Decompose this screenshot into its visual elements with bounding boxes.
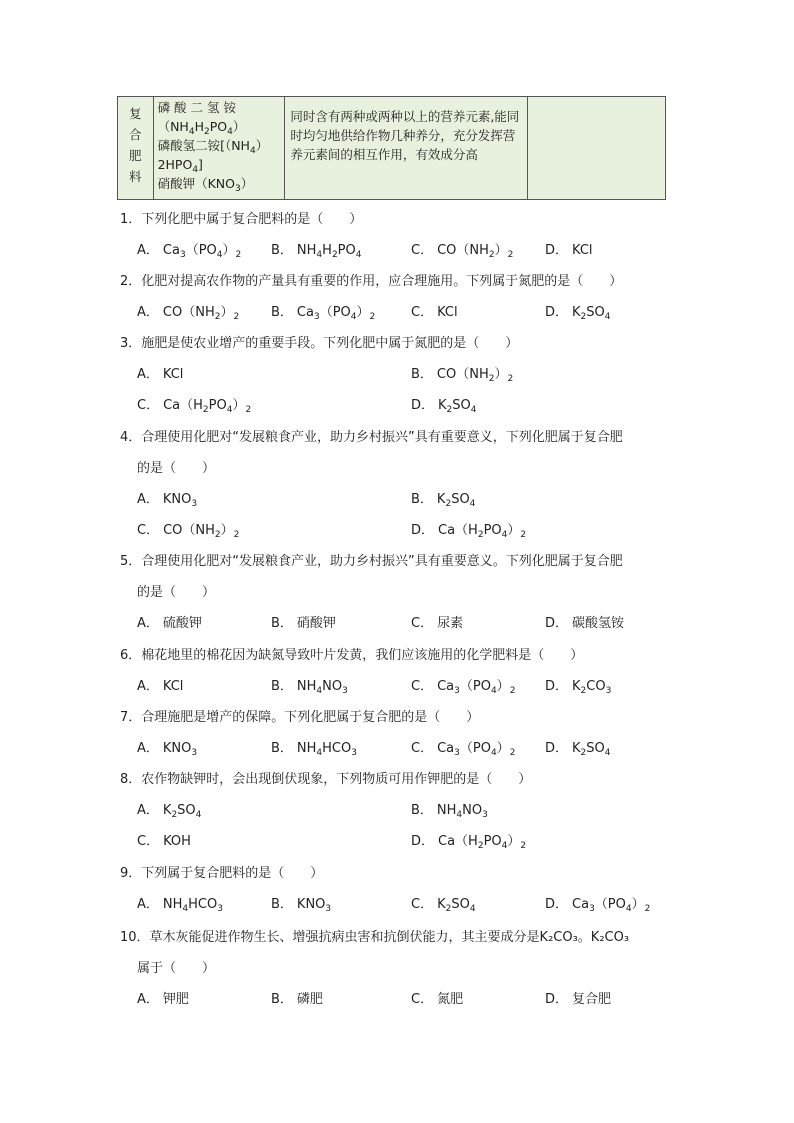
option-a[interactable]	[137, 365, 183, 385]
option-letter: A．	[137, 492, 159, 507]
option-letter: A．	[137, 803, 159, 818]
option-text: NO	[322, 679, 343, 694]
option-letter: C．	[411, 897, 434, 912]
option-letter: A．	[137, 741, 159, 756]
option-text: ）	[222, 243, 236, 258]
option-text: ）	[232, 398, 246, 413]
option-text: NO	[462, 803, 483, 818]
examples-cell	[153, 97, 285, 200]
example-line	[158, 136, 282, 155]
remark-cell	[527, 97, 666, 200]
option-subscript: 4	[456, 810, 463, 820]
example-text: ）	[232, 119, 246, 134]
question-stem-7: 7．合理施肥是增产的保障。下列化肥属于复合肥的是（ ）	[120, 710, 480, 725]
option-subscript: 2	[509, 748, 516, 758]
option-subscript: 2	[580, 312, 587, 322]
example-text: 硝酸钾（KNO	[157, 176, 235, 191]
option-a[interactable]	[137, 739, 197, 759]
option-subscript: 4	[316, 250, 323, 260]
option-subscript: 4	[490, 748, 497, 758]
option-a[interactable]	[137, 677, 183, 697]
option-subscript: 2	[507, 374, 514, 384]
option-text: K	[572, 679, 581, 694]
option-subscript: 2	[171, 810, 178, 820]
option-text: ）	[220, 305, 234, 320]
example-line	[158, 174, 282, 193]
option-text: NH	[296, 243, 317, 258]
question-stem-5: 5．合理使用化肥对“发展粮食产业，助力乡村振兴”具有重要意义。下列化肥属于复合肥	[120, 554, 623, 569]
option-text: 碳酸氢铵	[572, 616, 625, 631]
option-text: ）	[356, 305, 370, 320]
option-subscript: 4	[350, 312, 357, 322]
option-letter: C．	[137, 834, 160, 849]
option-letter: D．	[545, 616, 569, 631]
option-text: K	[436, 492, 446, 507]
fertilizer-table	[117, 96, 666, 200]
option-letter: D．	[545, 992, 569, 1007]
option-letter: D．	[545, 897, 569, 912]
question-stem-4: 4．合理使用化肥对“发展粮食产业，助力乡村振兴”具有重要意义，下列化肥属于复合肥	[120, 430, 623, 445]
option-subscript: 2	[580, 748, 587, 758]
example-text: ]	[198, 157, 203, 172]
option-c[interactable]	[137, 396, 251, 416]
option-text: KNO	[162, 492, 192, 507]
option-subscript: 4	[316, 748, 323, 758]
option-text: KCl	[437, 305, 458, 320]
option-a[interactable]	[137, 241, 241, 261]
option-b[interactable]	[411, 365, 513, 385]
option-letter: D．	[545, 305, 569, 320]
example-text: PO	[209, 119, 228, 134]
option-text: 复合肥	[572, 992, 612, 1007]
example-subscript: 4	[227, 127, 233, 137]
option-letter: C．	[137, 398, 160, 413]
option-text: NH	[296, 679, 317, 694]
option-letter: D．	[545, 741, 569, 756]
option-subscript: 3	[342, 686, 348, 696]
option-subscript: 2	[202, 405, 209, 415]
option-letter: B．	[411, 367, 433, 382]
option-letter: B．	[271, 992, 293, 1007]
option-subscript: 2	[214, 530, 221, 540]
option-text: （PO	[594, 897, 626, 912]
option-text: ）	[220, 523, 234, 538]
example-text: H	[194, 119, 204, 134]
option-subscript: 2	[509, 686, 516, 696]
option-text: NH	[296, 741, 317, 756]
option-letter: B．	[271, 616, 293, 631]
option-text: HCO	[188, 897, 218, 912]
option-subscript: 2	[233, 312, 240, 322]
option-text: Ca	[162, 243, 180, 258]
option-text: SO	[177, 803, 196, 818]
option-text: ）	[631, 897, 645, 912]
option-text: ）	[496, 679, 510, 694]
question-stem-3: 3．施肥是使农业增产的重要手段。下列化肥中属于氮肥的是（ ）	[120, 336, 519, 351]
option-subscript: 3	[351, 748, 357, 758]
option-d[interactable]	[411, 832, 526, 852]
option-text: Ca（H	[438, 523, 478, 538]
option-text: Ca	[437, 679, 455, 694]
option-subscript: 4	[604, 312, 611, 322]
option-text: PO	[483, 834, 502, 849]
option-letter: B．	[271, 897, 293, 912]
option-letter: C．	[411, 992, 434, 1007]
option-subscript: 4	[604, 748, 611, 758]
option-text: 磷肥	[296, 992, 323, 1007]
category-cell	[118, 97, 154, 200]
option-letter: B．	[271, 243, 293, 258]
option-subscript: 2	[235, 250, 242, 260]
option-b[interactable]	[271, 895, 331, 915]
option-c[interactable]	[137, 832, 191, 852]
example-subscript: 4	[188, 127, 195, 137]
option-text: （PO	[185, 243, 217, 258]
option-subscript: 4	[469, 499, 476, 509]
option-subscript: 2	[477, 841, 484, 851]
option-c[interactable]	[137, 521, 239, 541]
option-c[interactable]	[411, 677, 515, 697]
option-subscript: 3	[325, 904, 332, 914]
option-subscript: 2	[369, 312, 376, 322]
option-b[interactable]	[271, 241, 361, 261]
option-text: 氮肥	[437, 992, 464, 1007]
option-subscript: 2	[445, 904, 452, 914]
option-d[interactable]	[545, 895, 650, 915]
option-b[interactable]	[271, 739, 357, 759]
option-subscript: 4	[216, 250, 223, 260]
option-a[interactable]	[137, 895, 223, 915]
option-subscript: 2	[331, 250, 338, 260]
option-a[interactable]	[137, 801, 201, 821]
option-letter: C．	[411, 741, 434, 756]
example-subscript: 2	[203, 127, 210, 137]
option-letter: A．	[137, 243, 159, 258]
question-stem-2: 2．化肥对提高农作物的产量具有重要的作用，应合理施用。下列属于氮肥的是（ ）	[120, 274, 623, 289]
option-b[interactable]	[411, 801, 488, 821]
option-subscript: 2	[580, 686, 587, 696]
option-subscript: 4	[501, 530, 508, 540]
category-char: 复	[129, 106, 142, 121]
option-text: ）	[496, 741, 510, 756]
option-text: （PO	[459, 741, 491, 756]
option-subscript: 2	[477, 530, 484, 540]
example-line	[158, 98, 282, 117]
option-text: CO（NH	[163, 523, 215, 538]
option-subscript: 2	[488, 374, 495, 384]
option-text: K	[162, 803, 172, 818]
option-text: PO	[208, 398, 227, 413]
option-subscript: 3	[313, 312, 320, 322]
option-text: CO	[586, 679, 606, 694]
option-letter: D．	[411, 523, 435, 538]
question-stem-continued-10: 属于（ ）	[137, 961, 216, 976]
option-text: KOH	[163, 834, 191, 849]
option-letter: B．	[271, 305, 293, 320]
example-text: 磷 酸 二 氢 铵	[157, 100, 236, 115]
option-c[interactable]	[411, 303, 458, 323]
option-letter: B．	[411, 803, 433, 818]
option-subscript: 2	[445, 499, 452, 509]
option-letter: C．	[137, 523, 160, 538]
option-a[interactable]	[137, 614, 202, 634]
option-letter: A．	[137, 992, 159, 1007]
option-subscript: 4	[316, 686, 323, 696]
option-text: Ca	[572, 897, 590, 912]
option-letter: A．	[137, 616, 159, 631]
option-text: K	[572, 741, 581, 756]
option-text: KCl	[162, 679, 184, 694]
option-c[interactable]	[411, 614, 463, 634]
option-text: ）	[507, 834, 521, 849]
option-d[interactable]	[411, 521, 526, 541]
option-b[interactable]	[271, 303, 375, 323]
option-text: KNO	[296, 897, 326, 912]
option-subscript: 3	[454, 686, 460, 696]
option-text: SO	[586, 305, 605, 320]
option-letter: C．	[411, 305, 434, 320]
option-letter: A．	[137, 679, 159, 694]
option-text: K	[437, 897, 446, 912]
option-subscript: 3	[605, 686, 612, 696]
option-text: Ca	[437, 741, 455, 756]
option-text: K	[572, 305, 581, 320]
option-letter: A．	[137, 367, 159, 382]
option-text: Ca	[296, 305, 314, 320]
option-text: 硝酸钾	[296, 616, 336, 631]
option-text: PO	[337, 243, 356, 258]
option-subscript: 2	[520, 841, 527, 851]
option-text: ）	[494, 367, 508, 382]
option-subscript: 4	[469, 904, 476, 914]
option-text: KCl	[162, 367, 184, 382]
option-d[interactable]	[545, 614, 624, 634]
option-letter: B．	[271, 741, 293, 756]
question-stem-6: 6．棉花地里的棉花因为缺氮导致叶片发黄，我们应该施用的化学肥料是（ ）	[120, 648, 584, 663]
option-c[interactable]	[411, 739, 515, 759]
example-text: ）	[255, 138, 269, 153]
option-subscript: 2	[644, 904, 651, 914]
question-stem-continued-5: 的是（ ）	[137, 585, 216, 600]
option-text: （PO	[319, 305, 351, 320]
option-subscript: 3	[217, 904, 223, 914]
option-subscript: 3	[482, 810, 488, 820]
option-text: 钾肥	[162, 992, 189, 1007]
description-cell: 同时含有两种或两种以上的营养元素,能同时均匀地供给作物几种养分，充分发挥营养元素间的相互作用，有效成分高	[285, 97, 527, 200]
table-row	[118, 97, 666, 200]
example-subscript: 4	[192, 165, 199, 175]
example-text: （NH	[157, 119, 189, 134]
option-b[interactable]	[271, 990, 323, 1010]
option-a[interactable]	[137, 490, 197, 510]
category-char: 合	[129, 127, 142, 142]
option-text: NH	[436, 803, 457, 818]
option-text: 硫酸钾	[162, 616, 202, 631]
option-d[interactable]	[545, 739, 611, 759]
question-stem-9: 9．下列属于复合肥料的是（ ）	[120, 866, 324, 881]
option-subscript: 4	[625, 904, 632, 914]
example-line	[158, 117, 282, 136]
option-text: KCl	[572, 243, 593, 258]
option-text: CO（NH	[162, 305, 215, 320]
option-text: KNO	[162, 741, 192, 756]
option-b[interactable]	[411, 490, 475, 510]
category-char: 肥	[129, 148, 142, 163]
option-text: SO	[451, 492, 470, 507]
option-text: HCO	[322, 741, 352, 756]
question-stem-continued-4: 的是（ ）	[137, 461, 216, 476]
option-subscript: 4	[195, 810, 202, 820]
option-text: CO（NH	[436, 367, 489, 382]
option-text: Ca（H	[163, 398, 203, 413]
example-subscript: 3	[234, 184, 241, 194]
option-a[interactable]	[137, 990, 189, 1010]
option-d[interactable]	[545, 241, 593, 261]
example-text: 2HPO	[157, 157, 193, 172]
option-letter: C．	[411, 243, 434, 258]
option-b[interactable]	[271, 677, 348, 697]
option-text: ）	[494, 243, 508, 258]
option-letter: D．	[545, 679, 569, 694]
option-d[interactable]	[545, 677, 611, 697]
option-text: K	[438, 398, 447, 413]
option-text: 尿素	[437, 616, 464, 631]
example-text: 磷酸氢二铵[（NH	[157, 138, 250, 153]
option-subscript: 2	[520, 530, 527, 540]
option-subscript: 4	[501, 841, 508, 851]
option-text: （PO	[459, 679, 491, 694]
option-letter: C．	[411, 616, 434, 631]
option-text: SO	[451, 897, 470, 912]
option-text: ）	[507, 523, 521, 538]
option-letter: A．	[137, 897, 159, 912]
example-text: ）	[240, 176, 254, 191]
option-c[interactable]	[411, 895, 476, 915]
option-text: PO	[483, 523, 502, 538]
option-subscript: 4	[226, 405, 233, 415]
option-text: CO（NH	[437, 243, 489, 258]
option-subscript: 2	[488, 250, 495, 260]
option-subscript: 3	[191, 748, 198, 758]
question-stem-10: 10．草木灰能促进作物生长、增强抗病虫害和抗倒伏能力，其主要成分是K₂CO₃。K₂CO₃	[120, 930, 630, 945]
option-a[interactable]	[137, 303, 239, 323]
example-subscript: 4	[249, 146, 256, 156]
option-letter: B．	[411, 492, 433, 507]
option-text: Ca（H	[438, 834, 478, 849]
option-letter: D．	[411, 398, 435, 413]
option-subscript: 2	[214, 312, 221, 322]
option-subscript: 3	[454, 748, 460, 758]
option-letter: A．	[137, 305, 159, 320]
option-subscript: 2	[446, 405, 453, 415]
example-line	[158, 155, 282, 174]
option-subscript: 2	[507, 250, 514, 260]
option-subscript: 4	[470, 405, 477, 415]
option-subscript: 3	[179, 250, 186, 260]
option-subscript: 4	[182, 904, 189, 914]
option-subscript: 4	[490, 686, 497, 696]
option-letter: B．	[271, 679, 293, 694]
option-text: NH	[162, 897, 183, 912]
question-stem-8: 8．农作物缺钾时，会出现倒伏现象，下列物质可用作钾肥的是（ ）	[120, 772, 532, 787]
option-text: SO	[586, 741, 605, 756]
option-d[interactable]	[545, 990, 611, 1010]
option-text: H	[322, 243, 332, 258]
option-letter: C．	[411, 679, 434, 694]
option-d[interactable]	[545, 303, 611, 323]
option-subscript: 2	[233, 530, 240, 540]
option-subscript: 2	[245, 405, 252, 415]
option-subscript: 3	[589, 904, 595, 914]
option-subscript: 4	[355, 250, 362, 260]
option-b[interactable]	[271, 614, 336, 634]
option-letter: D．	[545, 243, 569, 258]
option-text: SO	[452, 398, 471, 413]
option-d[interactable]	[411, 396, 477, 416]
category-char: 料	[129, 169, 142, 184]
option-subscript: 3	[191, 499, 198, 509]
option-letter: D．	[411, 834, 435, 849]
option-c[interactable]	[411, 990, 463, 1010]
option-c[interactable]	[411, 241, 513, 261]
question-stem-1: 1．下列化肥中属于复合肥料的是（ ）	[120, 212, 363, 227]
